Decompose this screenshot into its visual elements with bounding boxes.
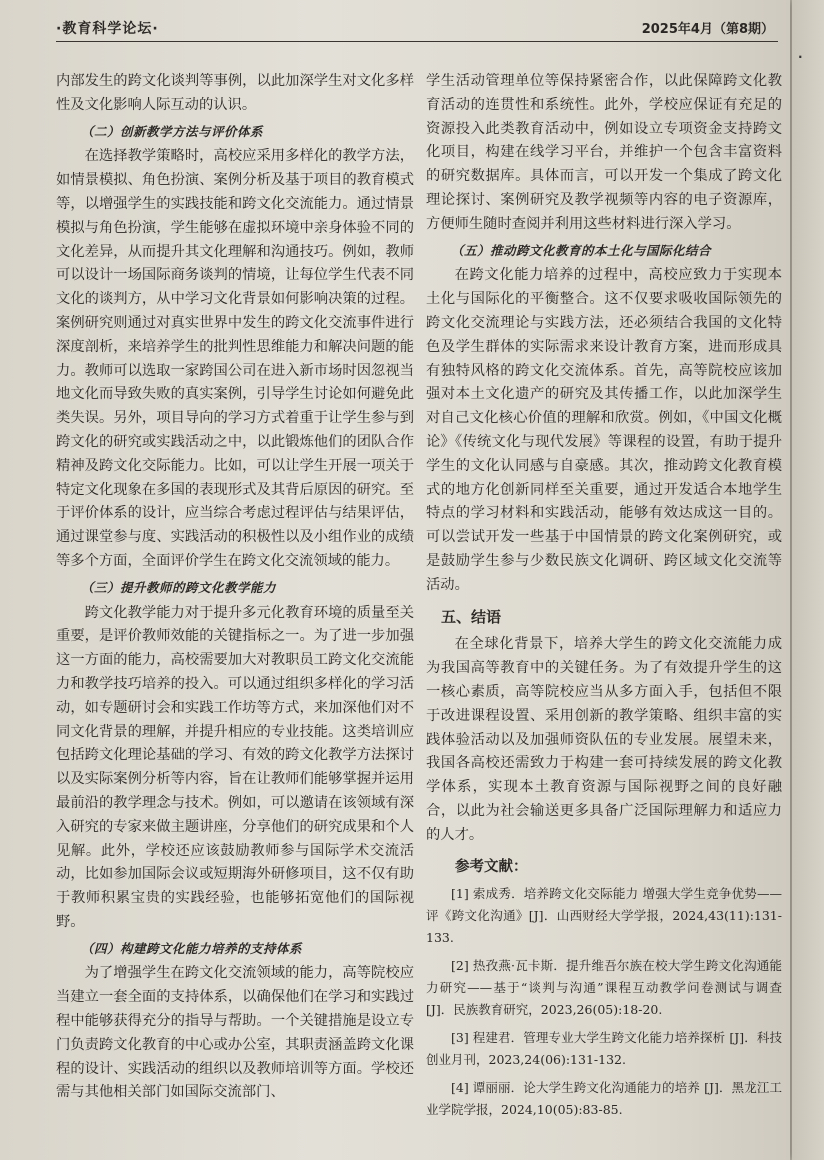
- subheading-4: （四）构建跨文化能力培养的支持体系: [81, 940, 303, 956]
- paragraph: 内部发生的跨文化谈判等事例，以此加深学生对文化多样性及文化影响人际互动的认识。: [56, 73, 414, 113]
- page-header: [56, 12, 778, 42]
- subheading-2: （二）创新教学方法与评价体系: [81, 123, 264, 139]
- paragraph: 学生活动管理单位等保持紧密合作，以此保障跨文化教育活动的连贯性和系统性。此外，学校应保证有充足的资源投入此类教育活动中，例如设立专项资金支持跨文化项目，构建在线学习平台，并维护一个包含丰富资料的研究数据库。具体而言，可以开发一个集成了跨文化理论探讨、案例研究及教学视频等内容的电子资源库，方便师生随时查阅并利用这些材料进行深入学习。: [426, 73, 782, 232]
- paragraph: 跨文化教学能力对于提升多元化教育环境的质量至关重要，是评价教师效能的关键指标之一。为了进一步加强这一方面的能力，高校需要加大对教职员工跨文化交流能力和教学技巧培养的投入。可以通过组织多样化的学习活动，如专题研讨会和实践工作坊等方式，来加深他们对不同文化背景的理解，并提升相应的专业技能。这类培训应包括跨文化理论基础的学习、有效的跨文化教学方法探讨以及实际案例分析等内容，旨在让教师们能够掌握并运用最前沿的教学理念与技术。例如，可以邀请在该领域有深入研究的专家来做主题讲座，分享他们的研究成果和个人见解。此外，学校还应该鼓励教师参与国际学术交流活动，比如参加国际会议或短期海外研修项目，这不仅有助于教师积累宝贵的实践经验，也能够拓宽他们的国际视野。: [56, 604, 414, 930]
- subheading-5: （五）推动跨文化教育的本土化与国际化结合: [451, 242, 712, 258]
- left-column: [56, 70, 414, 1105]
- reference-item: [2] 热孜燕·瓦卡斯．提升维吾尔族在校大学生跨文化沟通能力研究——基于“谈判与沟通”课程互动教学问卷测试与调查 [J]．民族教育研究，2023,26(05):18-20.: [426, 958, 782, 1018]
- paragraph: 在跨文化能力培养的过程中，高校应致力于实现本土化与国际化的平衡整合。这不仅要求吸收国际领先的跨文化交流理论与实践方法，还必须结合我国的文化特色及学生群体的实际需求来设计教育方案，进而形成具有独特风格的跨文化交流体系。首先，高等院校应该加强对本土文化遗产的研究及其传播工作，以此加深学生对自己文化核心价值的理解和欣赏。例如，《中国文化概论》《传统文化与现代发展》等课程的设置，有助于提升学生的文化认同感与自豪感。其次，推动跨文化教育模式的地方化创新同样至关重要，通过开发适合本地学生特点的学习材料和实践活动，能够有效达成这一目的。可以尝试开发一些基于中国情景的跨文化案例研究，或是鼓励学生参与少数民族文化调研、跨区域文化交流等活动。: [426, 267, 782, 593]
- reference-item: [3] 程建君．管理专业大学生跨文化能力培养探析 [J]．科技创业月刊，2023,24(06):131-132.: [426, 1030, 782, 1068]
- references-heading: 参考文献：: [455, 858, 528, 875]
- paragraph: 在选择教学策略时，高校应采用多样化的教学方法，如情景模拟、角色扮演、案例分析及基于项目的教育模式等，以增强学生的实践技能和跨文化交流能力。通过情景模拟与角色扮演，学生能够在虚拟环境中亲身体验不同的文化差异，从而提升其文化理解和沟通技巧。例如，教师可以设计一场国际商务谈判的情境，让每位学生代表不同文化的谈判方，从中学习文化背景如何影响决策的过程。案例研究则通过对真实世界中发生的跨文化交流事件进行深度剖析，来培养学生的批判性思维能力和解决问题的能力。教师可以选取一家跨国公司在进入新市场时因忽视当地文化而导致失败的真实案例，引导学生讨论如何避免此类失误。另外，项目导向的学习方式着重于让学生参与到跨文化的研究或实践活动之中，以此锻炼他们的团队合作精神及跨文化交际能力。比如，可以让学生开展一项关于特定文化现象在多国的表现形式及其背后原因的研究。至于评价体系的设计，应当综合考虑过程评估与结果评估，通过课堂参与度、实践活动的积极性以及小组作业的成绩等多个方面，全面评价学生在跨文化交流领域的能力。: [56, 148, 414, 569]
- journal-title: ·教育科学论坛·: [56, 21, 159, 37]
- reference-item: [4] 谭丽丽．论大学生跨文化沟通能力的培养 [J]．黑龙江工业学院学报，2024,10(05):83-85.: [426, 1080, 782, 1118]
- adjacent-page-edge: [792, 0, 824, 1160]
- section-heading-conclusion: 五、结语: [441, 607, 502, 626]
- issue-date: 2025年4月（第8期）: [641, 22, 774, 37]
- right-column: [426, 70, 782, 1127]
- subheading-3: （三）提升教师的跨文化教学能力: [81, 579, 277, 595]
- reference-item: [1] 索成秀．培养跨文化交际能力 增强大学生竞争优势——评《跨文化沟通》[J]．山西财经大学学报，2024,43(11):131-133.: [426, 886, 782, 946]
- paragraph: 为了增强学生在跨文化交流领域的能力，高等院校应当建立一套全面的支持体系，以确保他们在学习和实践过程中能够获得充分的指导与帮助。一个关键措施是设立专门负责跨文化教育的中心或办公室，其职责涵盖跨文化课程的设计、实践活动的组织以及教师培训等方面。学校还需与其他相关部门如国际交流部门、: [56, 965, 414, 1101]
- paragraph: 在全球化背景下，培养大学生的跨文化交流能力成为我国高等教育中的关键任务。为了有效提升学生的这一核心素质，高等院校应当从多方面入手，包括但不限于改进课程设置、采用创新的教学策略、组织丰富的实践体验活动以及加强师资队伍的专业发展。展望未来，我国各高校还需致力于构建一套可持续发展的跨文化教学体系，实现本土教育资源与国际视野之间的良好融合，以此为社会输送更多具备广泛国际理解力和适应力的人才。: [426, 636, 782, 843]
- adjacent-page-mark: ·: [798, 50, 803, 64]
